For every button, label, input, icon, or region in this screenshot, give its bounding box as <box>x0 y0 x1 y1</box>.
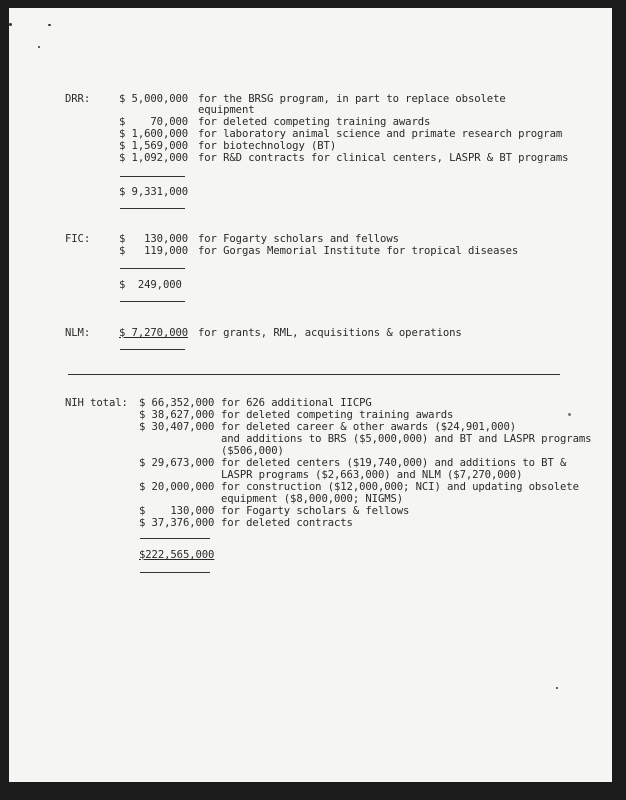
nih-desc-7: for deleted contracts <box>221 517 353 529</box>
drr-desc-5: for R&D contracts for clinical centers, LASPR & BT programs <box>198 152 569 164</box>
nih-amount-2: $ 38,627,000 <box>139 409 215 421</box>
drr-amount-5: $ 1,092,000 <box>119 152 189 164</box>
drr-amount-2: $ 70,000 <box>119 116 189 128</box>
nih-amount-1: $ 66,352,000 <box>139 397 215 409</box>
fic-total: $ 249,000 <box>119 279 182 291</box>
fic-desc-1: for Fogarty scholars and fellows <box>198 233 399 245</box>
section-divider <box>68 374 560 375</box>
scan-speck <box>556 687 558 689</box>
nih-desc-3-line-3: ($506,000) <box>221 445 284 457</box>
nih-label: NIH total: <box>65 397 128 409</box>
nih-desc-2: for deleted competing training awards <box>221 409 454 421</box>
scan-speck <box>48 24 51 26</box>
drr-amount-3: $ 1,600,000 <box>119 128 189 140</box>
fic-total-rule <box>120 301 185 302</box>
drr-desc-2: for deleted competing training awards <box>198 116 431 128</box>
drr-total: $ 9,331,000 <box>119 186 189 198</box>
nih-total-rule <box>140 572 210 573</box>
nih-amount-4: $ 29,673,000 <box>139 457 215 469</box>
nih-amount-6: $ 130,000 <box>139 505 215 517</box>
fic-amount-2: $ 119,000 <box>119 245 189 257</box>
nlm-desc: for grants, RML, acquisitions & operations <box>198 327 462 339</box>
nih-desc-3-line-1: for deleted career & other awards ($24,901,000) <box>221 421 517 433</box>
drr-amount-1: $ 5,000,000 <box>119 93 189 105</box>
nlm-total-rule <box>120 349 185 350</box>
drr-desc-1-cont: equipment <box>198 104 255 116</box>
scan-speck <box>568 413 571 416</box>
drr-sum-rule <box>120 176 185 177</box>
nih-desc-4-line-1: for deleted centers ($19,740,000) and additions to BT & <box>221 457 567 469</box>
drr-desc-4: for biotechnology (BT) <box>198 140 337 152</box>
document-page <box>9 8 612 782</box>
drr-label: DRR: <box>65 93 91 105</box>
nih-desc-1: for 626 additional IICPG <box>221 397 372 409</box>
nih-sum-rule <box>140 538 210 539</box>
nlm-amount: $ 7,270,000 <box>119 327 189 339</box>
nih-desc-4-line-2: LASPR programs ($2,663,000) and NLM ($7,270,000) <box>221 469 523 481</box>
nih-total: $222,565,000 <box>139 549 215 561</box>
nih-desc-3-line-2: and additions to BRS ($5,000,000) and BT and LASPR programs <box>221 433 592 445</box>
drr-desc-1: for the BRSG program, in part to replace obsolete <box>198 93 506 105</box>
nih-desc-5-line-2: equipment ($8,000,000; NIGMS) <box>221 493 404 505</box>
fic-label: FIC: <box>65 233 91 245</box>
fic-amount-1: $ 130,000 <box>119 233 189 245</box>
nih-desc-6: for Fogarty scholars & fellows <box>221 505 410 517</box>
nih-amount-5: $ 20,000,000 <box>139 481 215 493</box>
scan-speck <box>38 46 40 48</box>
nih-desc-5-line-1: for construction ($12,000,000; NCI) and updating obsolete <box>221 481 579 493</box>
nlm-label: NLM: <box>65 327 91 339</box>
nih-amount-7: $ 37,376,000 <box>139 517 215 529</box>
drr-total-rule <box>120 208 185 209</box>
nih-amount-3: $ 30,407,000 <box>139 421 215 433</box>
fic-desc-2: for Gorgas Memorial Institute for tropical diseases <box>198 245 519 257</box>
fic-sum-rule <box>120 268 185 269</box>
scan-speck <box>9 23 12 26</box>
drr-amount-4: $ 1,569,000 <box>119 140 189 152</box>
drr-desc-3: for laboratory animal science and primate research program <box>198 128 563 140</box>
